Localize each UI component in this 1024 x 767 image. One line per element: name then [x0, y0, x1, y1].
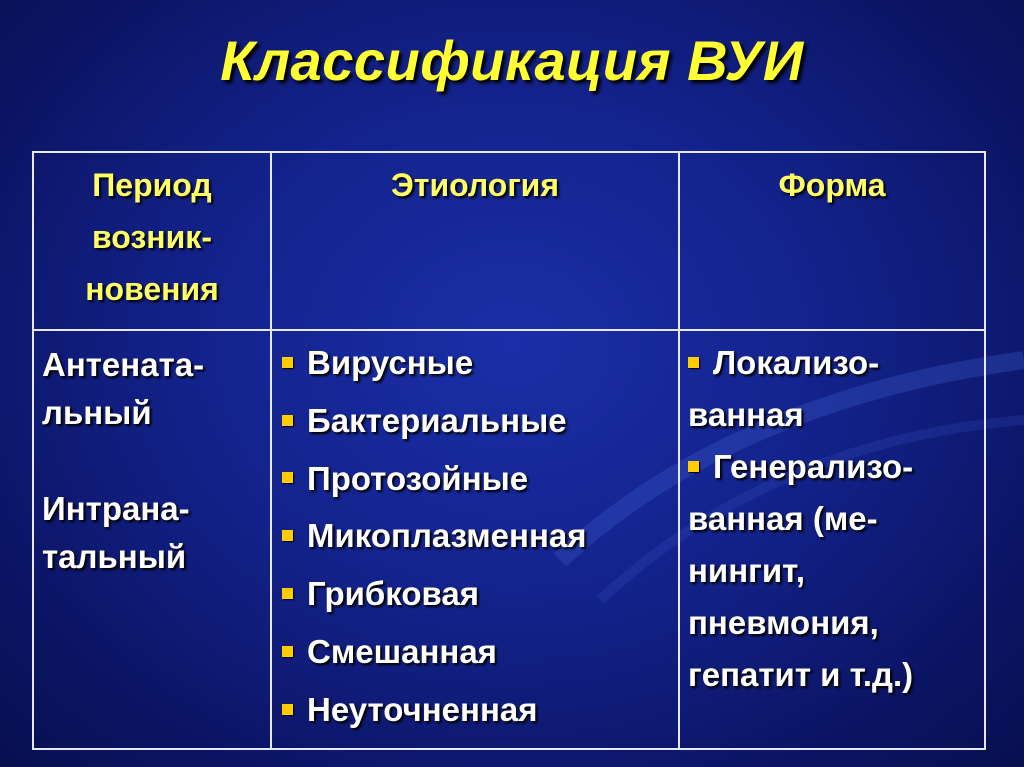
header-period-line: новения — [85, 271, 219, 307]
period-cell — [33, 330, 271, 749]
header-etiology — [271, 152, 679, 330]
square-bullet-icon — [688, 461, 699, 472]
square-bullet-icon — [282, 415, 293, 426]
etiology-item — [282, 401, 678, 459]
form-generalized-text: Генерализо- — [713, 448, 914, 485]
etiology-item-label: Протозойные — [307, 459, 529, 497]
etiology-item — [282, 632, 678, 690]
period-antenatal-line: льный — [42, 394, 152, 431]
classification-table — [32, 151, 986, 750]
form-localized-line: ванная — [688, 396, 804, 433]
square-bullet-icon — [282, 472, 293, 483]
header-period — [33, 152, 271, 330]
table-header-row — [33, 152, 985, 330]
etiology-item-label: Микоплазменная — [307, 517, 587, 555]
square-bullet-icon — [282, 357, 293, 368]
form-generalized-line: гепатит и т.д.) — [688, 656, 914, 693]
etiology-item — [282, 516, 678, 574]
form-generalized-line — [688, 447, 984, 499]
etiology-item — [282, 459, 678, 517]
form-generalized-line: пневмония, — [688, 604, 879, 641]
form-generalized-line: нингит, — [688, 552, 806, 589]
header-period-line: возник- — [92, 219, 212, 255]
slide-title: Классификация ВУИ — [220, 29, 804, 92]
form-cell — [679, 330, 985, 749]
etiology-item-label: Бактериальные — [307, 401, 567, 439]
form-generalized-line: ванная (ме- — [688, 500, 878, 537]
square-bullet-icon — [688, 357, 699, 368]
period-intranatal-line: Интрана- — [42, 490, 190, 527]
period-antenatal-line: Антената- — [42, 346, 205, 383]
etiology-item-label: Неуточненная — [307, 690, 538, 728]
header-period-line: Период — [92, 167, 212, 203]
etiology-cell — [271, 330, 679, 749]
table-body-row — [33, 330, 985, 749]
square-bullet-icon — [282, 588, 293, 599]
square-bullet-icon — [282, 704, 293, 715]
header-form — [679, 152, 985, 330]
etiology-item — [282, 574, 678, 632]
etiology-item — [282, 690, 678, 748]
form-localized-text: Локализо- — [713, 344, 880, 381]
square-bullet-icon — [282, 646, 293, 657]
period-intranatal-line: тальный — [42, 538, 187, 575]
etiology-item-label: Вирусные — [307, 344, 474, 381]
form-localized-line — [688, 343, 984, 395]
etiology-item-label: Грибковая — [307, 575, 479, 613]
header-etiology-label: Этиология — [391, 167, 559, 203]
square-bullet-icon — [282, 530, 293, 541]
etiology-item-label: Смешанная — [307, 632, 497, 670]
etiology-item — [282, 343, 678, 401]
header-form-label: Форма — [778, 167, 886, 203]
